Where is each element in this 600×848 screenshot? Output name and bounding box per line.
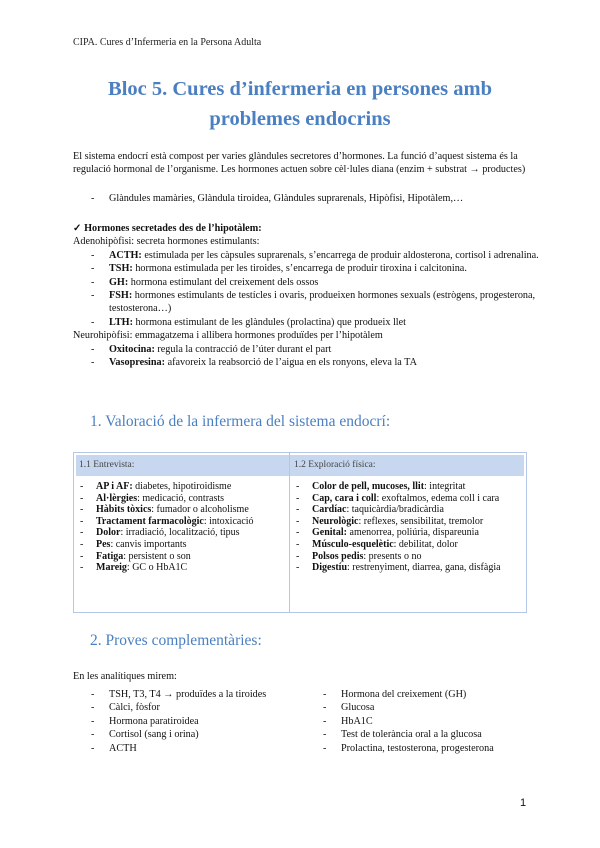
list-item: - Polsos pedis: presents o no	[290, 551, 524, 563]
list-item: - Glucosa	[305, 701, 535, 714]
list-item: - Dolor: irradiació, localització, tipus	[74, 527, 274, 539]
list-item: - Genital: amenorrea, poliúria, dispareunia	[290, 527, 524, 539]
list-item: - TSH, T3, T4 → produïdes a la tiroides	[73, 688, 303, 701]
adeno-list	[73, 249, 543, 329]
list-item: - HbA1C	[305, 715, 535, 728]
adenohypophysis-label: Adenohipòfisi: secreta hormones estimulants:	[73, 236, 260, 248]
list-item: - Tractament farmacològic: intoxicació	[74, 516, 274, 528]
list-item: - AP i AF: diabetes, hipotiroidisme	[74, 481, 274, 493]
intro-paragraph: El sistema endocrí està compost per varies glàndules secretores d’hormones. La funció d’aquest sistema és la regulació hormonal de l’organisme. Les hormones actuen sobre cèl·lules diana (enzim + substrat → productes)	[73, 151, 526, 176]
list-item: - Cap, cara i coll: exoftalmos, edema coll i cara	[290, 493, 524, 505]
list-item: - ACTH	[73, 742, 303, 755]
title-line-2: problemes endocrins	[209, 108, 391, 130]
table-header-row	[76, 455, 524, 478]
tests-list-left	[73, 688, 303, 755]
list-item: - ACTH: estimulada per les càpsules suprarenals, s’encarrega de produir aldosterona, cortisol i adrenalina.	[73, 249, 543, 262]
list-item: - Cardíac: taquicàrdia/bradicàrdia	[290, 504, 524, 516]
list-item: - Oxitocina: regula la contracció de l’úter durant el part	[73, 343, 543, 356]
glands-item: - Glàndules mamàries, Glàndula tiroidea, Glàndules suprarenals, Hipòfisi, Hipotàlem,…	[73, 192, 543, 205]
list-item: - GH: hormona estimulant del creixement dels ossos	[73, 276, 543, 289]
list-item: - TSH: hormona estimulada per les tiroides, s’encarrega de produir tiroxina i calcitonina.	[73, 262, 543, 275]
list-item: - Cortisol (sang i orina)	[73, 728, 303, 741]
list-item: - Càlci, fòsfor	[73, 701, 303, 714]
table-header-interview: 1.1 Entrevista:	[79, 460, 135, 470]
list-item: - Hàbits tòxics: fumador o alcoholisme	[74, 504, 274, 516]
list-item: - Digestíu: restrenyiment, diarrea, gana, disfàgia	[290, 562, 524, 574]
list-item: - Prolactina, testosterona, progesterona	[305, 742, 535, 755]
page-header: CIPA. Cures d’Infermeria en la Persona Adulta	[73, 37, 262, 48]
list-item: - Músculo-esquelètic: debilitat, dolor	[290, 539, 524, 551]
list-item: - Neurològic: reflexes, sensibilitat, tremolor	[290, 516, 524, 528]
section-2-heading: 2. Proves complementàries:	[90, 632, 262, 649]
tests-list-right	[305, 688, 535, 755]
list-item: - LTH: hormona estimulant de les glàndules (prolactina) que produeix llet	[73, 316, 543, 329]
hormones-block	[73, 222, 543, 369]
hypothalamus-heading: ✓ Hormones secretades des de l’hipotàlem:	[73, 223, 262, 234]
interview-column	[74, 481, 274, 574]
page-title	[40, 74, 560, 134]
neuro-list	[73, 343, 543, 370]
page-number: 1	[520, 797, 527, 809]
list-item: - FSH: hormones estimulants de testícles i ovaris, produeixen hormones sexuals (estrògens, progesterona, testosterona…)	[73, 289, 543, 316]
section-1-heading: 1. Valoració de la infermera del sistema endocrí:	[90, 413, 391, 430]
glands-list	[73, 192, 543, 205]
list-item: - Hormona del creixement (GH)	[305, 688, 535, 701]
list-item: - Fatiga: persistent o son	[74, 551, 274, 563]
exam-column	[290, 481, 524, 574]
title-line-1: Bloc 5. Cures d’infermeria en persones amb	[108, 78, 492, 100]
list-item: - Mareig: GC o HbA1C	[74, 562, 274, 574]
list-item: - Al·lèrgies: medicació, contrasts	[74, 493, 274, 505]
list-item: - Vasopresina: afavoreix la reabsorció de l’aigua en els ronyons, eleva la TA	[73, 356, 543, 369]
list-item: - Color de pell, mucoses, llit: integritat	[290, 481, 524, 493]
list-item: - Pes: canvis importants	[74, 539, 274, 551]
tests-intro: En les analítiques mirem:	[73, 671, 177, 682]
neurohypophysis-label: Neurohipòfisi: emmagatzema i allibera hormones produïdes per l’hipotàlem	[73, 330, 383, 342]
table-header-exam: 1.2 Exploració física:	[294, 460, 376, 470]
list-item: - Hormona paratiroidea	[73, 715, 303, 728]
list-item: - Test de tolerància oral a la glucosa	[305, 728, 535, 741]
assessment-table	[73, 452, 527, 613]
